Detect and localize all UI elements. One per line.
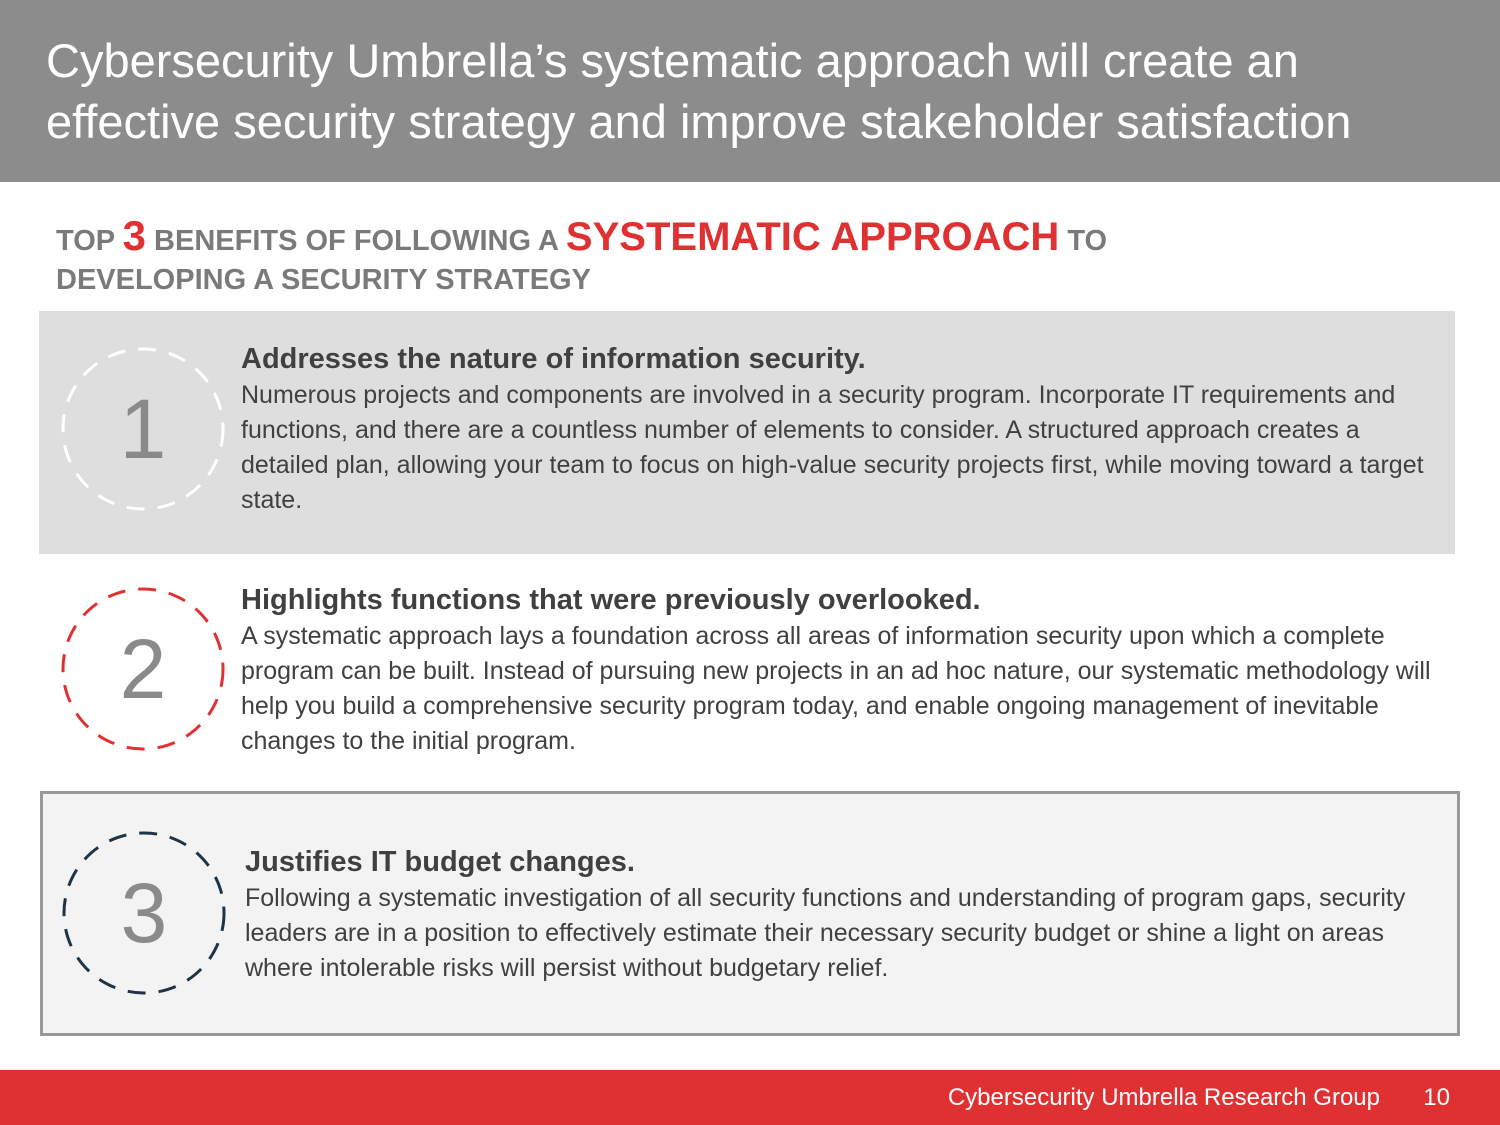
benefit-title: Justifies IT budget changes.: [245, 846, 635, 878]
page-number: 10: [1423, 1084, 1450, 1111]
section-heading: [56, 212, 1356, 295]
heading-part-2: BENEFITS OF FOLLOWING A: [145, 225, 566, 257]
benefit-number: 3: [120, 866, 168, 960]
benefit-content: [241, 581, 1441, 759]
benefit-number: 2: [119, 622, 167, 716]
footer-organization: Cybersecurity Umbrella Research Group: [947, 1084, 1380, 1111]
page-title: Cybersecurity Umbrella’s systematic approach will create an effective security strategy and improve stakeholder satisfaction: [46, 34, 1352, 148]
heading-line-2: DEVELOPING A SECURITY STRATEGY: [56, 264, 591, 296]
benefit-panel-2: [39, 566, 1455, 776]
benefit-body: Following a systematic investigation of all security functions and understanding of program gaps, security leaders are in a position to effectively estimate their necessary security budget or shine a light on areas where intolerable risks will persist without budgetary relief.: [245, 884, 1406, 982]
footer-bar: [0, 1070, 1500, 1125]
number-badge-3: [59, 828, 229, 998]
benefit-content: [245, 843, 1445, 986]
header-bar: [0, 0, 1500, 182]
heading-part-1: TOP: [56, 225, 123, 257]
benefit-title: Addresses the nature of information security.: [241, 343, 866, 375]
heading-accent: SYSTEMATIC APPROACH: [565, 215, 1060, 259]
number-badge-1: [58, 344, 228, 514]
benefit-body: A systematic approach lays a foundation across all areas of information security upon which a complete program can be built. Instead of pursuing new projects in an ad hoc nature, our systematic methodology will help you build a comprehensive security program today, and enable ongoing management of inevitable changes to the initial program.: [241, 622, 1431, 755]
number-badge-2: [58, 584, 228, 754]
benefit-number: 1: [119, 382, 167, 476]
benefit-panel-3: [40, 791, 1460, 1036]
benefit-panel-1: [39, 311, 1455, 554]
benefit-content: [241, 340, 1441, 518]
heading-part-3: TO: [1059, 225, 1108, 257]
benefit-body: Numerous projects and components are involved in a security program. Incorporate IT requirements and functions, and there are a countless number of elements to consider. A structured approach creates a detailed plan, allowing your team to focus on high-value security projects first, while moving toward a target state.: [241, 381, 1424, 514]
benefit-title: Highlights functions that were previously overlooked.: [241, 584, 981, 616]
heading-number: 3: [122, 212, 146, 259]
